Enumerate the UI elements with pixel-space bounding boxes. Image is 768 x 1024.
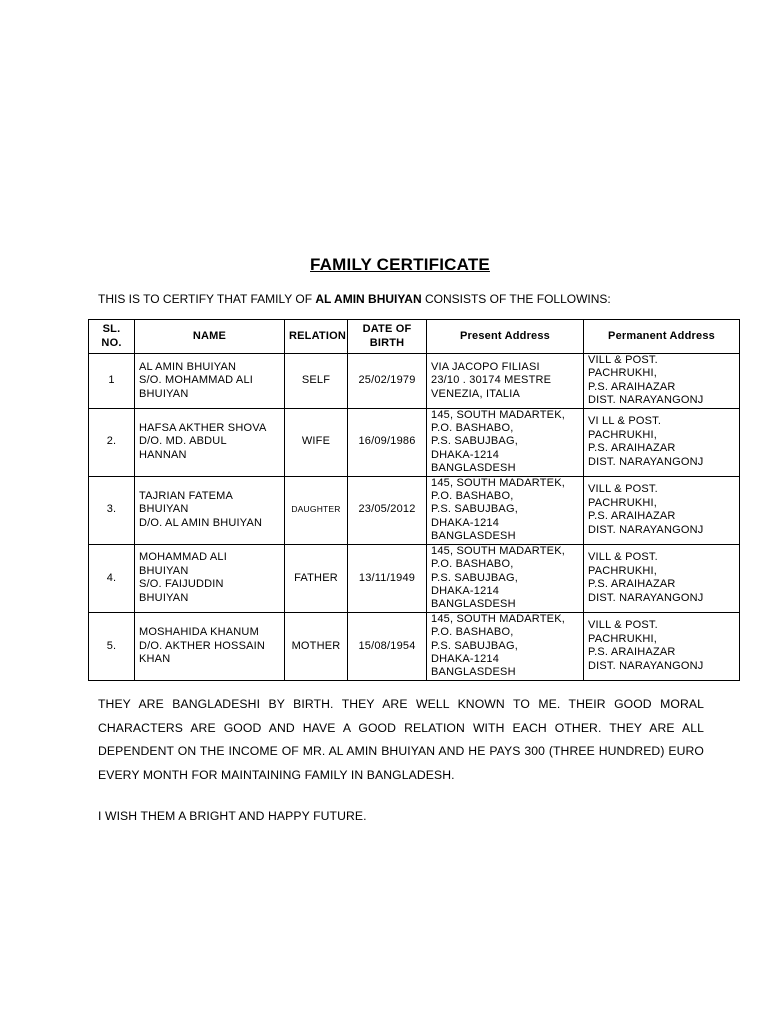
sl-no-cell: 2.	[89, 408, 135, 476]
permanent-address-cell: VILL & POST. PACHRUKHI, P.S. ARAIHAZAR DIST. NARAYANGONJ	[584, 476, 740, 544]
dob-cell: 23/05/2012	[348, 476, 427, 544]
name-cell: TAJRIAN FATEMA BHUIYAN D/O. AL AMIN BHUIYAN	[135, 476, 285, 544]
relation-cell: DAUGHTER	[285, 476, 348, 544]
sl-no-cell: 4.	[89, 544, 135, 612]
table-row	[89, 544, 740, 612]
intro-family-head: AL AMIN BHUIYAN	[315, 292, 422, 306]
permanent-address-cell: VILL & POST. PACHRUKHI, P.S. ARAIHAZAR DIST. NARAYANGONJ	[584, 544, 740, 612]
table-row	[89, 354, 740, 409]
page-title: FAMILY CERTIFICATE	[310, 255, 490, 274]
table-row	[89, 408, 740, 476]
table-header-row	[89, 320, 740, 354]
name-cell: AL AMIN BHUIYAN S/O. MOHAMMAD ALI BHUIYAN	[135, 354, 285, 409]
relation-cell: WIFE	[285, 408, 348, 476]
name-cell: MOHAMMAD ALI BHUIYAN S/O. FAIJUDDIN BHUIYAN	[135, 544, 285, 612]
permanent-address-cell: VILL & POST. PACHRUKHI, P.S. ARAIHAZAR DIST. NARAYANGONJ	[584, 612, 740, 680]
present-address-cell: VIA JACOPO FILIASI 23/10 . 30174 MESTRE VENEZIA, ITALIA	[427, 354, 584, 409]
relation-cell: FATHER	[285, 544, 348, 612]
permanent-address-cell: VI LL & POST. PACHRUKHI, P.S. ARAIHAZAR DIST. NARAYANGONJ	[584, 408, 740, 476]
header-date-of-birth: DATE OF BIRTH	[348, 320, 427, 354]
intro-suffix: CONSISTS OF THE FOLLOWINS:	[421, 292, 611, 306]
present-address-cell: 145, SOUTH MADARTEK, P.O. BASHABO, P.S. SABUJBAG, DHAKA-1214 BANGLASDESH	[427, 476, 584, 544]
header-name: NAME	[135, 320, 285, 354]
family-table	[88, 319, 740, 681]
present-address-cell: 145, SOUTH MADARTEK, P.O. BASHABO, P.S. SABUJBAG, DHAKA-1214 BANGLASDESH	[427, 408, 584, 476]
closing-wish-paragraph: I WISH THEM A BRIGHT AND HAPPY FUTURE.	[98, 809, 367, 823]
table-row	[89, 612, 740, 680]
present-address-cell: 145, SOUTH MADARTEK, P.O. BASHABO, P.S. SABUJBAG, DHAKA-1214 BANGLASDESH	[427, 612, 584, 680]
sl-no-cell: 1	[89, 354, 135, 409]
intro-prefix: THIS IS TO CERTIFY THAT FAMILY OF	[98, 292, 316, 306]
relation-cell: SELF	[285, 354, 348, 409]
dob-cell: 15/08/1954	[348, 612, 427, 680]
character-statement-paragraph: THEY ARE BANGLADESHI BY BIRTH. THEY ARE WELL KNOWN TO ME. THEIR GOOD MORAL CHARACTERS ARE GOOD AND HAVE A GOOD RELATION WITH EACH OTHER. THEY ARE ALL DEPENDENT ON THE INCOME OF MR. AL AMIN BHUIYAN AND HE PAYS 300 (THREE HUNDRED) EURO EVERY MONTH FOR MAINTAINING FAMILY IN BANGLADESH.	[98, 697, 704, 782]
header-relation: RELATION	[285, 320, 348, 354]
relation-cell: MOTHER	[285, 612, 348, 680]
intro-statement	[98, 292, 611, 306]
sl-no-cell: 5.	[89, 612, 135, 680]
header-permanent-address: Permanent Address	[584, 320, 740, 354]
dob-cell: 16/09/1986	[348, 408, 427, 476]
sl-no-cell: 3.	[89, 476, 135, 544]
permanent-address-cell: VILL & POST. PACHRUKHI, P.S. ARAIHAZAR DIST. NARAYANGONJ	[584, 354, 740, 409]
dob-cell: 25/02/1979	[348, 354, 427, 409]
dob-cell: 13/11/1949	[348, 544, 427, 612]
name-cell: HAFSA AKTHER SHOVA D/O. MD. ABDUL HANNAN	[135, 408, 285, 476]
name-cell: MOSHAHIDA KHANUM D/O. AKTHER HOSSAIN KHAN	[135, 612, 285, 680]
table-row	[89, 476, 740, 544]
present-address-cell: 145, SOUTH MADARTEK, P.O. BASHABO, P.S. SABUJBAG, DHAKA-1214 BANGLASDESH	[427, 544, 584, 612]
header-sl-no: SL. NO.	[89, 320, 135, 354]
header-present-address: Present Address	[427, 320, 584, 354]
